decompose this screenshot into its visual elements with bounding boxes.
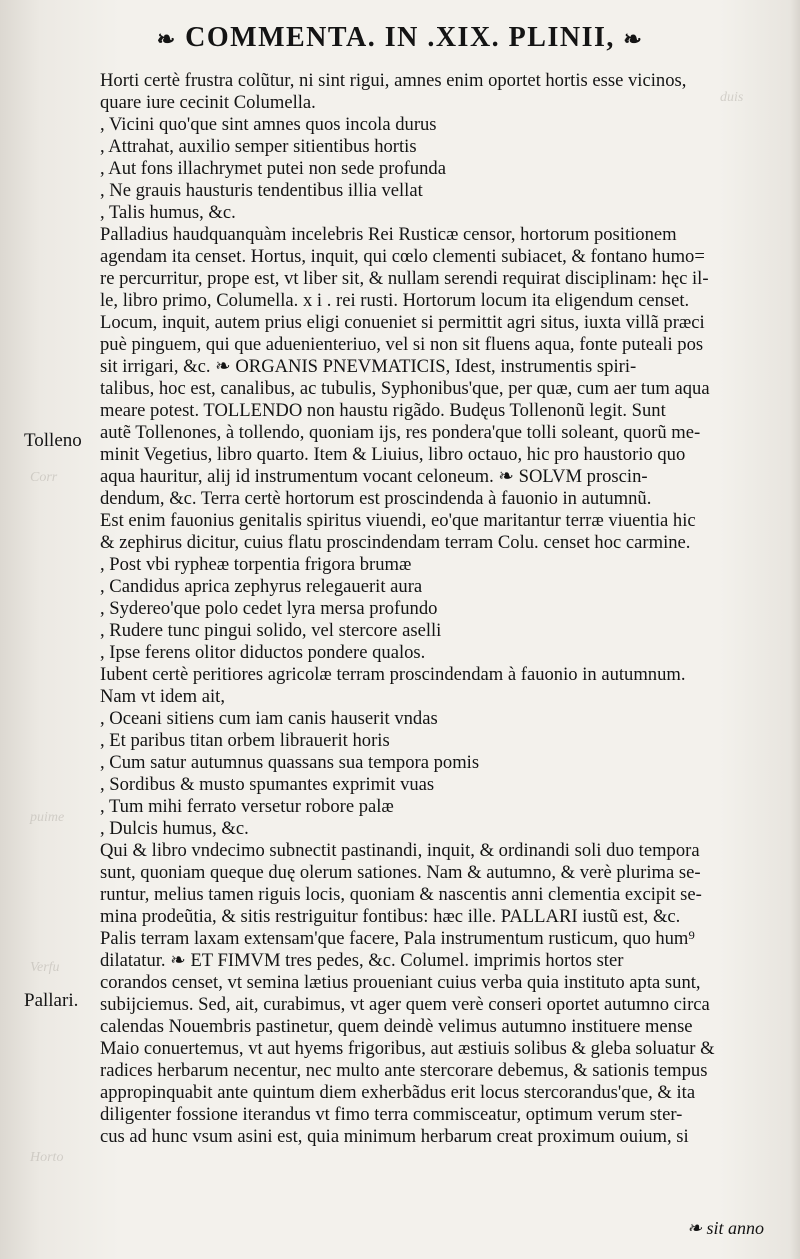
text-line: quare iure cecinit Columella. xyxy=(100,92,316,113)
text-line: dendum, &c. Terra certè hortorum est proscindenda à fauonio in autumnũ. xyxy=(100,488,652,509)
text-line: Iubent certè peritiores agricolæ terram proscindendam à fauonio in autumnum. xyxy=(100,664,686,685)
side-note-pallari: Pallari. xyxy=(24,990,79,1011)
text-line: Palis terram laxam extensam'que facere, Pala instrumentum rusticum, quo hum⁹ xyxy=(100,928,695,949)
verse-line: , Rudere tunc pingui solido, vel stercore aselli xyxy=(100,620,442,641)
text-line: appropinquabit ante quintum diem exherbãdus erit locus stercorandus'que, & ita xyxy=(100,1082,696,1103)
text-line: Nam vt idem ait, xyxy=(100,686,225,707)
verse-line: , Vicini quo'que sint amnes quos incola durus xyxy=(100,114,437,135)
verse-line: , Aut fons illachrymet putei non sede profunda xyxy=(100,158,446,179)
verse-line: , Candidus aprica zephyrus relegauerit aura xyxy=(100,576,423,597)
verse-line: , Et paribus titan orbem librauerit horis xyxy=(100,730,390,751)
bleed-through: duis xyxy=(720,90,744,105)
fleuron-icon: ❧ xyxy=(623,26,644,52)
text-line: dilatatur. ❧ ET FIMVM tres pedes, &c. Columel. imprimis hortos ster xyxy=(100,950,624,971)
verse-line: , Sordibus & musto spumantes exprimit vuas xyxy=(100,774,435,795)
text-line: mina prodeũtia, & sitis restriguitur fontibus: hæc ille. PALLARI iustũ est, &c. xyxy=(100,906,681,927)
text-column xyxy=(100,70,768,1148)
text-line: aqua hauritur, alij id instrumentum vocant celoneum. ❧ SOLVM proscin- xyxy=(100,466,648,487)
verse-line: , Ipse ferens olitor diductos pondere qualos. xyxy=(100,642,426,663)
bleed-through: puime xyxy=(30,810,65,825)
text-line: calendas Nouembris pastinetur, quem deindè velimus autumno instituere mense xyxy=(100,1016,693,1037)
text-line: Horti certè frustra colũtur, ni sint rigui, amnes enim oportet hortis esse vicinos, xyxy=(100,70,687,91)
text-line: Palladius haudquanquàm incelebris Rei Rusticæ censor, hortorum positionem xyxy=(100,224,677,245)
text-line: runtur, melius tamen riguis locis, quoniam & nascentis anni clementia excipit se- xyxy=(100,884,702,905)
bleed-through: Horto xyxy=(30,1150,64,1165)
verse-line: , Tum mihi ferrato versetur robore palæ xyxy=(100,796,394,817)
text-line: meare potest. TOLLENDO non haustu rigãdo. Budęus Tollenonũ legit. Sunt xyxy=(100,400,666,421)
text-line: diligenter fossione iterandus vt fimo terra commisceatur, optimum verum ster- xyxy=(100,1104,683,1125)
verse-line: , Cum satur autumnus quassans sua tempora pomis xyxy=(100,752,480,773)
text-line: & zephirus dicitur, cuius flatu proscindendam terram Colu. censet hoc carmine. xyxy=(100,532,691,553)
verse-line: , Sydereo'que polo cedet lyra mersa profundo xyxy=(100,598,438,619)
text-line: re percurritur, prope est, vt liber sit, & nullam serendi requirat disciplinam: hęc il- xyxy=(100,268,709,289)
verse-line: , Oceani sitiens cum iam canis hauserit vndas xyxy=(100,708,438,729)
text-line: subijciemus. Sed, ait, curabimus, vt ager quem verè conseri oportet autumno circa xyxy=(100,994,710,1015)
page-title: COMMENTA. IN .XIX. PLINII xyxy=(185,22,607,53)
text-line: sunt, quoniam queque duę olerum sationes. Nam & autumno, & verè plurima se- xyxy=(100,862,701,883)
text-line: talibus, hoc est, canalibus, ac tubulis, Syphonibus'que, per quæ, cum aer tum aqua xyxy=(100,378,710,399)
text-line: puè pinguem, qui que aduenienteriuo, vel si non sit fluens aqua, fonte puteali pos xyxy=(100,334,704,355)
text-line: Maio conuertemus, vt aut hyems frigoribus, aut æstiuis solibus & gleba soluatur & xyxy=(100,1038,715,1059)
verse-line: , Talis humus, &c. xyxy=(100,202,236,223)
text-line: autẽ Tollenones, à tollendo, quoniam ijs, res pondera'que tolli soleant, quorũ me- xyxy=(100,422,701,443)
verse-line: , Post vbi rypheæ torpentia frigora brumæ xyxy=(100,554,412,575)
side-note-tolleno: Tolleno xyxy=(24,430,82,451)
text-line: le, libro primo, Columella. x i . rei rusti. Hortorum locum ita eligendum censet. xyxy=(100,290,690,311)
fleuron-icon: ❧ xyxy=(156,26,177,52)
running-header: ❧ COMMENTA. IN .XIX. PLINII, ❧ xyxy=(156,22,644,53)
bleed-through: Verfu xyxy=(30,960,60,975)
text-line: Locum, inquit, autem prius eligi conueniet si permittit agri situs, iuxta villã præci xyxy=(100,312,705,333)
text-line: sit irrigari, &c. ❧ ORGANIS PNEVMATICIS, Idest, instrumentis spiri- xyxy=(100,356,637,377)
text-line: Est enim fauonius genitalis spiritus viuendi, eo'que maritantur terræ viuentia hic xyxy=(100,510,696,531)
verse-line: , Ne grauis hausturis tendentibus illia vellat xyxy=(100,180,423,201)
verse-line: , Dulcis humus, &c. xyxy=(100,818,249,839)
text-line: radices herbarum necentur, nec multo ante stercorare debemus, & sationis tempus xyxy=(100,1060,708,1081)
text-line: agendam ita censet. Hortus, inquit, qui cœlo clementi subiacet, & fontano humo= xyxy=(100,246,705,267)
verse-line: , Attrahat, auxilio semper sitientibus hortis xyxy=(100,136,417,157)
text-line: cus ad hunc vsum asini est, quia minimum herbarum creat proximum ouium, si xyxy=(100,1126,689,1147)
text-line: Qui & libro vndecimo subnectit pastinandi, inquit, & ordinandi soli duo tempora xyxy=(100,840,700,861)
bleed-through: Corr xyxy=(30,470,58,485)
catchword: ❧ sit anno xyxy=(686,1218,764,1238)
text-line: minit Vegetius, libro quarto. Item & Liuius, libro octauo, hic pro haustorio quo xyxy=(100,444,686,465)
text-line: corandos censet, vt semina lætius proueniant cuius verba quia instituto apta sunt, xyxy=(100,972,701,993)
